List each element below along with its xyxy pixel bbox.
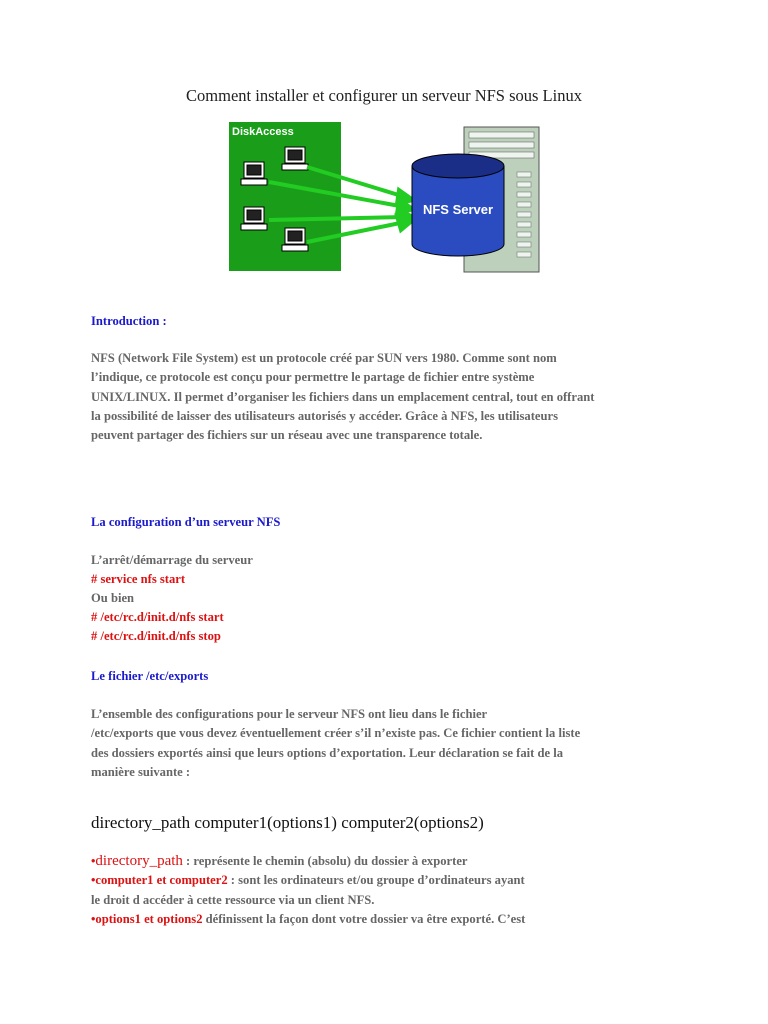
bullet: • (91, 911, 96, 926)
intro-line: la possibilité de laisser des utilisateurs autorisés y accéder. Grâce à NFS, les utilisateurs (91, 408, 558, 423)
nfs-server-label: NFS Server (422, 202, 494, 217)
bullet-list (91, 852, 768, 929)
intro-paragraph (91, 349, 768, 445)
intro-line: l’indique, ce protocole est conçu pour permettre le partage de fichier entre système (91, 370, 535, 385)
bullet-text: : sont les ordinateurs et/ou groupe d’ordinateurs ayant (227, 873, 525, 888)
exports-line: des dossiers exportés ainsi que leurs options d’exportation. Leur déclaration se fait de la (91, 745, 564, 760)
bullet-text: : représente le chemin (absolu) du dossier à exporter (182, 854, 468, 868)
or-text: Ou bien (91, 591, 135, 605)
syntax-line: directory_path computer1(options1) computer2(options2) (91, 813, 484, 832)
computer-icon (282, 228, 308, 251)
intro-line: UNIX/LINUX. Il permet d’organiser les fichiers dans un emplacement central, tout en offrant (91, 389, 595, 404)
bullet-term: computer1 et computer2 (95, 873, 228, 888)
intro-line: NFS (Network File System) est un protocole créé par SUN vers 1980. Comme sont nom (91, 351, 557, 365)
list-item (91, 852, 768, 871)
list-item (91, 871, 768, 890)
bullet: • (91, 854, 96, 868)
diskaccess-label: DiskAccess (232, 126, 294, 138)
config-heading: La configuration d’un serveur NFS (91, 515, 281, 529)
computer-icon (241, 162, 267, 185)
config-subheading: L’arrêt/démarrage du serveur (91, 553, 253, 567)
exports-paragraph (91, 705, 768, 782)
computer-icon (282, 147, 308, 170)
bullet-text: définissent la façon dont votre dossier va être exporté. C’est (202, 911, 526, 926)
bullet-term: options1 et options2 (95, 911, 203, 926)
command-line: # service nfs start (91, 572, 186, 586)
intro-line: peuvent partager des fichiers sur un réseau avec une transparence totale. (91, 428, 483, 443)
nfs-diagram (229, 122, 559, 274)
list-item-continuation: le droit d accéder à cette ressource via un client NFS. (91, 892, 375, 907)
exports-line: /etc/exports que vous devez éventuellement créer s’il n’existe pas. Ce fichier contient la liste (91, 726, 581, 741)
bullet: • (91, 873, 96, 888)
computer-icon (241, 207, 267, 230)
command-line: # /etc/rc.d/init.d/nfs stop (91, 629, 221, 643)
exports-heading: Le fichier /etc/exports (91, 669, 209, 683)
exports-line: L’ensemble des configurations pour le serveur NFS ont lieu dans le fichier (91, 707, 488, 721)
intro-heading: Introduction : (91, 314, 167, 328)
exports-line: manière suivante : (91, 764, 191, 779)
list-item (91, 910, 768, 929)
bullet-term: directory_path (95, 853, 183, 869)
page-title: Comment installer et configurer un serveur NFS sous Linux (186, 86, 582, 105)
nfs-diagram-graphic (229, 122, 559, 274)
command-line: # /etc/rc.d/init.d/nfs start (91, 610, 224, 624)
